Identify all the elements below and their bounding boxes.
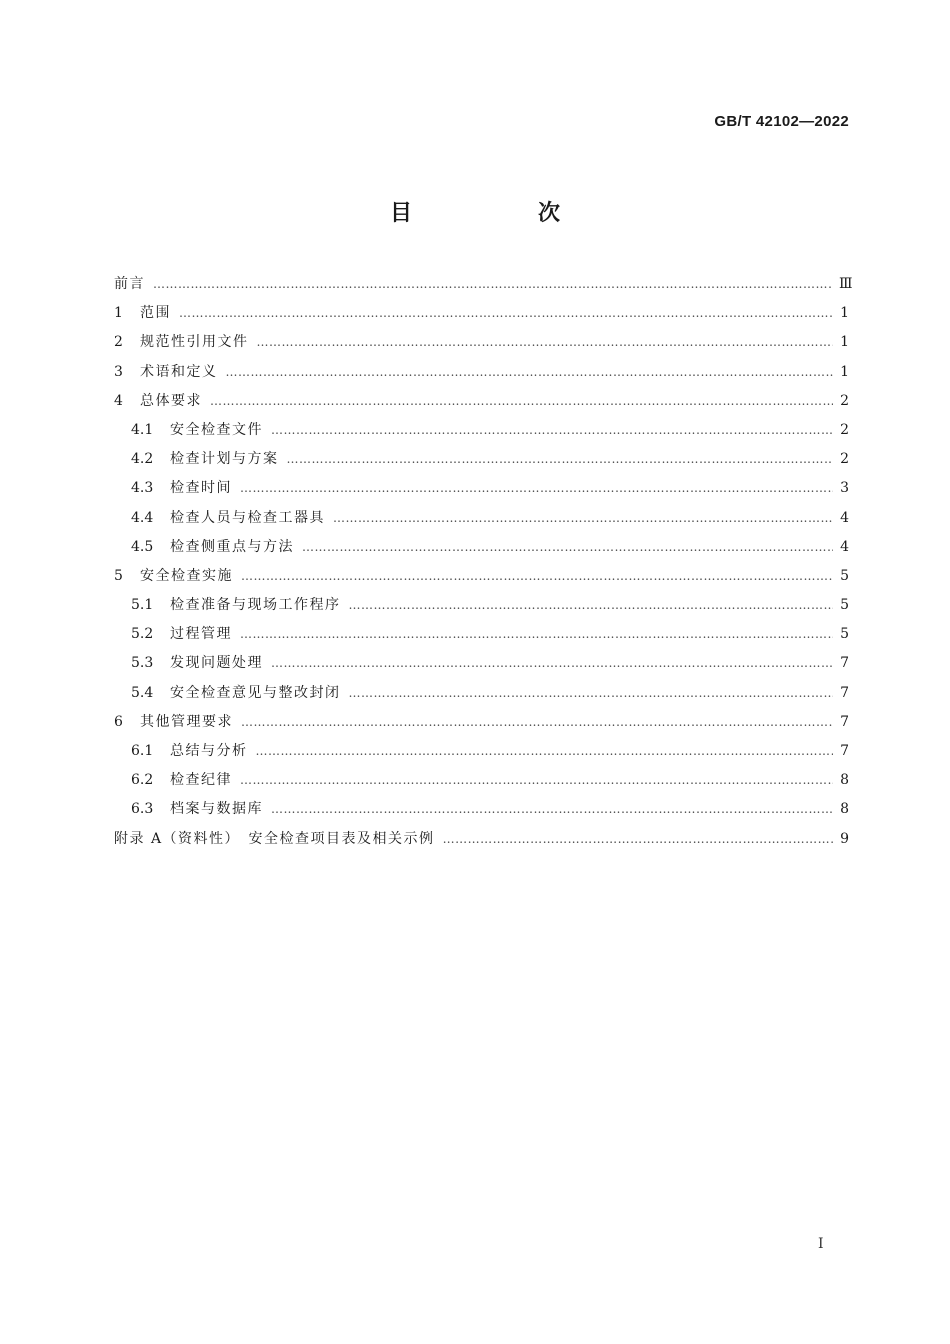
- toc-entry-label: 范围: [140, 305, 171, 322]
- dot-leader: [333, 504, 833, 533]
- toc-entry-page: 7: [840, 713, 849, 730]
- toc-entry-label: 附录 A（资料性） 安全检查项目表及相关示例: [114, 830, 435, 847]
- toc-entry-page: 4: [840, 509, 849, 526]
- dot-leader: [153, 270, 833, 299]
- dot-leader: [257, 328, 834, 357]
- table-of-contents: [114, 270, 853, 854]
- toc-entry-number: 6.1: [131, 743, 154, 759]
- toc-entry-page: 8: [840, 772, 849, 789]
- toc-entry-label: 档案与数据库: [170, 801, 263, 818]
- toc-entry[interactable]: [114, 649, 849, 678]
- toc-entry-page: 7: [840, 655, 849, 672]
- dot-leader: [271, 416, 833, 445]
- toc-entry-label: 发现问题处理: [170, 655, 263, 672]
- toc-entry-number: 4: [114, 392, 123, 409]
- toc-entry-number: 5: [114, 567, 123, 584]
- toc-entry-number: 4.1: [131, 421, 154, 438]
- toc-entry[interactable]: [114, 591, 849, 620]
- toc-entry-label: 总结与分析: [170, 743, 248, 759]
- toc-entry-page: Ⅲ: [839, 276, 853, 292]
- toc-entry[interactable]: [114, 533, 849, 562]
- dot-leader: [226, 358, 834, 387]
- toc-entry-number: 5.2: [131, 626, 154, 643]
- toc-entry-page: 1: [840, 305, 849, 322]
- toc-entry-page: 1: [840, 334, 849, 351]
- toc-entry-page: 3: [840, 480, 849, 497]
- dot-leader: [241, 562, 833, 591]
- dot-leader: [302, 533, 833, 562]
- toc-entry[interactable]: [114, 562, 849, 591]
- toc-entry-label: 其他管理要求: [140, 713, 233, 730]
- toc-entry-number: 1: [114, 305, 123, 322]
- toc-entry[interactable]: [114, 416, 849, 445]
- toc-entry-page: 5: [840, 567, 849, 584]
- dot-leader: [240, 766, 833, 795]
- toc-entry-number: 4.4: [131, 509, 154, 526]
- toc-entry-label: 总体要求: [140, 392, 202, 409]
- toc-entry-label: 安全检查文件: [170, 421, 263, 438]
- toc-entry-page: 1: [840, 363, 849, 380]
- toc-entry-page: 2: [840, 451, 849, 468]
- toc-entry-number: 5.1: [131, 597, 154, 614]
- toc-entry-page: 8: [840, 801, 849, 818]
- toc-entry-label: 规范性引用文件: [140, 334, 249, 351]
- toc-entry[interactable]: [114, 358, 849, 387]
- toc-entry[interactable]: [114, 387, 849, 416]
- toc-entry[interactable]: [114, 299, 849, 328]
- toc-entry-page: 4: [840, 538, 849, 555]
- toc-entry[interactable]: [114, 474, 849, 503]
- toc-entry-label: 检查人员与检查工器具: [170, 509, 325, 526]
- dot-leader: [256, 737, 834, 766]
- toc-entry[interactable]: [114, 679, 849, 708]
- toc-entry-label: 过程管理: [170, 626, 232, 643]
- standard-code: GB/T 42102—2022: [714, 113, 849, 130]
- toc-entry-number: 3: [114, 363, 123, 380]
- toc-entry-page: 7: [840, 684, 849, 701]
- toc-entry-number: 4.5: [131, 538, 154, 555]
- toc-entry[interactable]: [114, 825, 849, 854]
- toc-entry-label: 检查准备与现场工作程序: [170, 597, 341, 614]
- dot-leader: [241, 708, 833, 737]
- toc-entry-number: 5.4: [131, 684, 154, 701]
- toc-entry-label: 安全检查实施: [140, 567, 233, 584]
- dot-leader: [287, 445, 834, 474]
- toc-entry-page: 9: [840, 830, 849, 847]
- toc-entry[interactable]: [114, 328, 849, 357]
- toc-entry[interactable]: [114, 795, 849, 824]
- toc-entry[interactable]: [114, 270, 853, 299]
- toc-entry-number: 4.3: [131, 480, 154, 497]
- toc-title: 目 次: [389, 201, 612, 226]
- toc-entry-number: 6.3: [131, 801, 154, 818]
- toc-entry-label: 检查纪律: [170, 772, 232, 789]
- toc-entry-label: 检查时间: [170, 480, 232, 497]
- toc-entry-page: 5: [840, 597, 849, 614]
- dot-leader: [349, 679, 834, 708]
- toc-entry-number: 2: [114, 334, 123, 351]
- toc-entry-label: 安全检查意见与整改封闭: [170, 684, 341, 701]
- toc-entry-number: 6.2: [131, 772, 154, 789]
- toc-entry-page: 2: [840, 421, 849, 438]
- page-folio: Ⅰ: [818, 1236, 824, 1252]
- toc-entry-page: 7: [840, 743, 849, 759]
- toc-entry-number: 4.2: [131, 451, 154, 468]
- toc-entry[interactable]: [114, 504, 849, 533]
- toc-entry-label: 前言: [114, 276, 145, 292]
- dot-leader: [349, 591, 834, 620]
- dot-leader: [271, 795, 833, 824]
- dot-leader: [179, 299, 833, 328]
- toc-entry[interactable]: [114, 766, 849, 795]
- toc-entry-label: 检查侧重点与方法: [170, 538, 294, 555]
- toc-entry-page: 2: [840, 392, 849, 409]
- toc-entry[interactable]: [114, 708, 849, 737]
- toc-entry-page: 5: [840, 626, 849, 643]
- toc-entry[interactable]: [114, 445, 849, 474]
- toc-entry-label: 术语和定义: [140, 363, 218, 380]
- toc-entry[interactable]: [114, 737, 849, 766]
- toc-entry-label: 检查计划与方案: [170, 451, 279, 468]
- toc-entry-number: 6: [114, 713, 123, 730]
- dot-leader: [210, 387, 833, 416]
- dot-leader: [240, 620, 833, 649]
- toc-entry-number: 5.3: [131, 655, 154, 672]
- toc-entry[interactable]: [114, 620, 849, 649]
- dot-leader: [443, 825, 833, 854]
- dot-leader: [240, 474, 833, 503]
- dot-leader: [271, 649, 833, 678]
